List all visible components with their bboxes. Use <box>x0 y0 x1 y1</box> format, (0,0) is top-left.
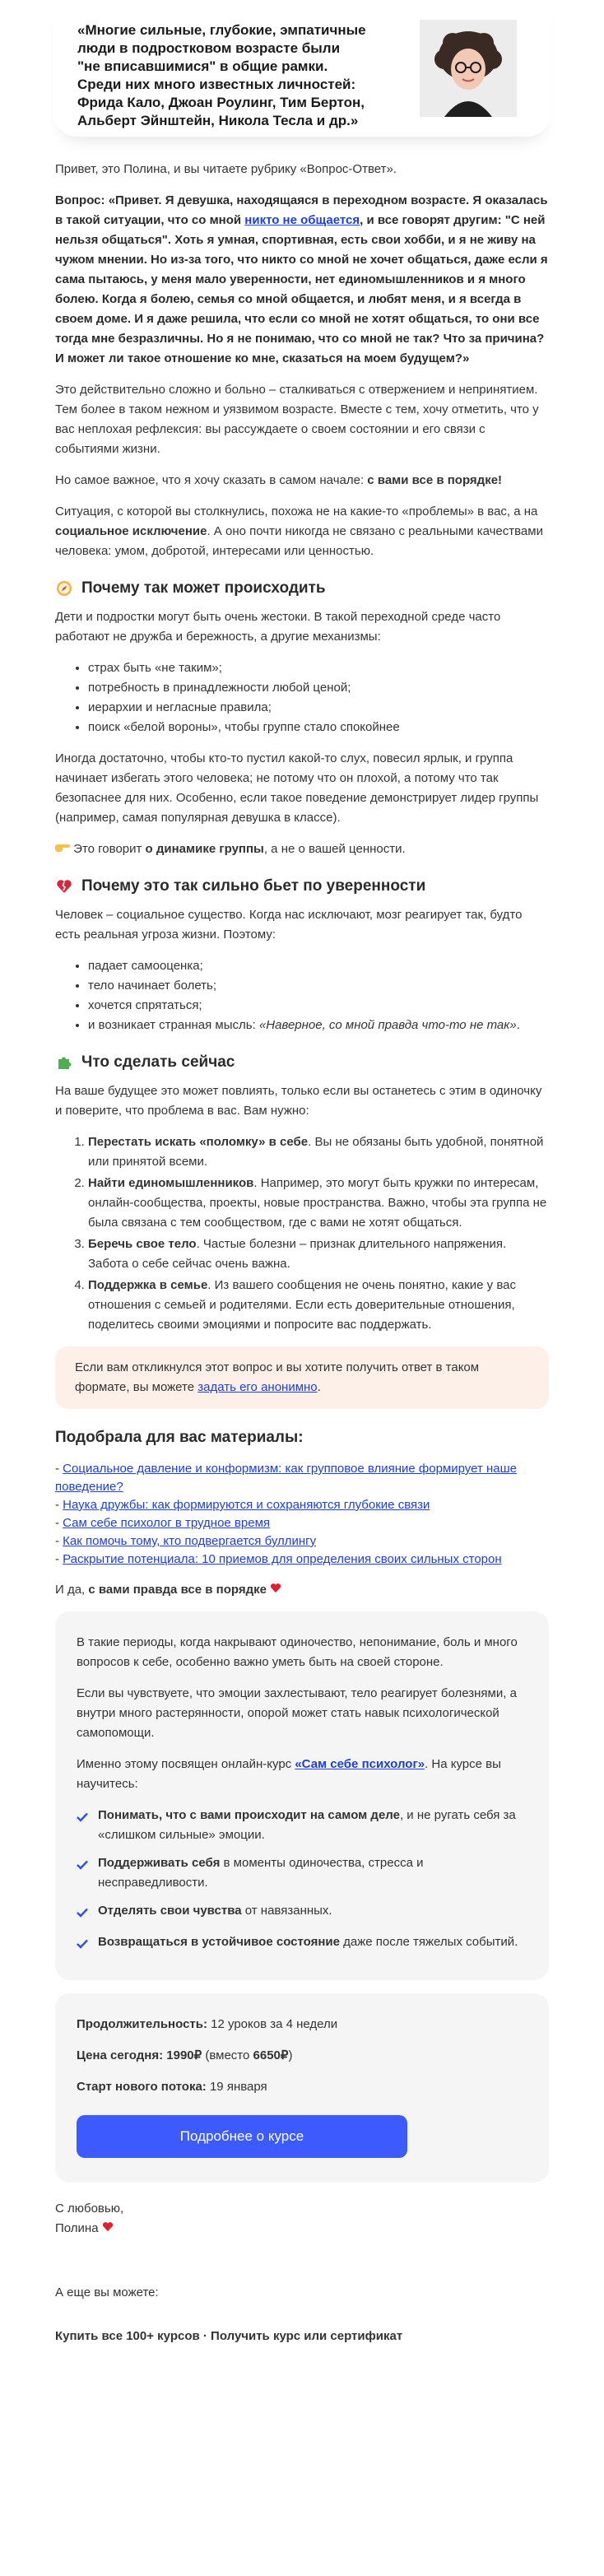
list-item <box>55 1551 549 1569</box>
list-item <box>88 1174 549 1233</box>
pointer-emphasis: о динамике группы <box>145 842 264 856</box>
start-value: 19 января <box>206 2080 267 2094</box>
material-link[interactable]: Сам себе психолог в трудное время <box>63 1516 271 1530</box>
note-text: Если вам откликнулся этот вопрос и вы хотите получить ответ в таком формате, вы можете <box>75 1360 480 1394</box>
list-item: • падает самооценка; <box>88 956 549 976</box>
step-text: . Из вашего сообщения не очень понятно, какие у вас отношения с семьей и родителями. Если есть доверительные отношения, поделитесь своими эмоциями и попросите вас поддержать. <box>88 1278 516 1332</box>
section-text: Иногда достаточно, чтобы кто-то пустил какой-то слух, повесил ярлык, и группа начинает избегать этого человека; не потому что он плохой, а потому что так безопаснее для них. Особенно, если такое поведение демонстрирует лидер группы (например, самая популярная девушка в классе). <box>55 751 539 825</box>
course-text-part: Именно этому посвящен онлайн-курс <box>77 1757 295 1771</box>
quote-line: Альберт Эйнштейн, Никола Тесла и др.» <box>77 113 359 128</box>
list-item: • тело начинает болеть; <box>88 976 549 996</box>
feature-desc: , и не ругать себя за «слишком сильные» эмоции. <box>98 1808 516 1842</box>
list-item <box>88 1235 549 1274</box>
ask-question-note <box>55 1346 549 1409</box>
old-price-suffix: ) <box>288 2048 293 2062</box>
intro-text: Привет, это Полина, и вы читаете рубрику «Вопрос-Ответ». <box>55 162 397 176</box>
answer-paragraph <box>55 471 549 491</box>
section-heading <box>55 876 549 897</box>
duration-value: 12 уроков за 4 недели <box>207 2017 338 2031</box>
section-heading <box>55 1052 549 1073</box>
feature-text <box>98 1853 527 1893</box>
answer-text-end: . А оно почти никогда не связано с реальными качествами человека: умом, добротой, интересами или ценностью. <box>55 524 543 558</box>
checkmark-icon <box>77 1809 90 1845</box>
list-item: • хочется спрятаться; <box>88 996 549 1016</box>
answer-text: Но самое важное, что я хочу сказать в самом начале: <box>55 473 368 487</box>
feature-desc: в моменты одиночества, стресса и несправедливости. <box>98 1856 424 1890</box>
list-item <box>55 1496 549 1514</box>
quote-line: люди в подростковом возрасте были <box>77 40 341 56</box>
reasons-list <box>55 658 549 737</box>
puzzle-icon <box>55 1053 73 1072</box>
quote-line: Среди них много известных личностей: <box>77 77 356 92</box>
course-feature <box>77 1853 527 1893</box>
effects-list <box>55 956 549 1035</box>
closing-emphasis: с вами правда все в порядке <box>88 1583 267 1597</box>
list-item <box>55 1460 549 1496</box>
dash: - <box>55 1516 63 1530</box>
quote-line: «Многие сильные, глубокие, эмпатичные <box>77 22 366 38</box>
checkmark-icon <box>77 1904 90 1924</box>
course-text-end: . На курсе вы научитесь: <box>77 1757 501 1791</box>
list-item <box>55 1532 549 1551</box>
feature-title: Отделять свои чувства <box>98 1904 242 1918</box>
step-text: . Вы не обязаны быть удобной, понятной или принятой всеми. <box>88 1135 544 1169</box>
material-link[interactable]: Раскрытие потенциала: 10 приемов для определения своих сильных сторон <box>63 1552 502 1566</box>
steps-list <box>55 1132 549 1335</box>
reader-question <box>55 191 549 369</box>
feature-title: Возвращаться в устойчивое состояние <box>98 1935 340 1949</box>
signoff <box>55 2199 549 2239</box>
duration-label: Продолжительность: <box>77 2017 207 2031</box>
list-item: • поиск «белой вороны», чтобы группе стало спокойнее <box>88 718 549 737</box>
list-item: • иерархии и негласные правила; <box>88 698 549 718</box>
step-title: Поддержка в семье <box>88 1278 208 1292</box>
list-item-text: и возникает странная мысль: <box>88 1018 259 1032</box>
dash: - <box>55 1462 63 1476</box>
list-item: • страх быть «не таким»; <box>88 658 549 678</box>
step-text: . Например, это могут быть кружки по интересам, онлайн-сообщества, проекты, новые пространства. Важно, чтобы эта группа не была связана с тем сообществом, где с вами не хотят общаться. <box>88 1176 547 1230</box>
author-name: Полина <box>55 2221 99 2235</box>
section-text: Человек – социальное существо. Когда нас исключают, мозг реагирует так, будто есть реальная угроза жизни. Поэтому: <box>55 908 523 942</box>
step-title: Беречь свое тело <box>88 1237 197 1251</box>
old-price: 6650₽ <box>253 2048 289 2062</box>
section-text: На ваше будущее это может повлиять, только если вы останетесь с этим в одиночку и поверите, что проблема в вас. Вам нужно: <box>55 1084 542 1118</box>
feature-desc: от навязанных. <box>241 1904 332 1918</box>
list-item <box>88 1276 549 1335</box>
pointer-line <box>55 839 549 859</box>
dash: - <box>55 1552 63 1566</box>
signoff-line: С любовью, <box>55 2202 124 2216</box>
list-item <box>55 1514 549 1532</box>
course-details-button[interactable]: Подробнее о курсе <box>77 2115 407 2158</box>
quote-line: Фрида Кало, Джоан Роулинг, Тим Бертон, <box>77 95 365 110</box>
red-heart-icon <box>102 2221 114 2235</box>
also-you-can: А еще вы можете: <box>55 2285 159 2299</box>
material-link[interactable]: Как помочь тому, кто подвергается буллингу <box>63 1534 317 1548</box>
answer-text: Ситуация, с которой вы столкнулись, похожа не на какие-то «проблемы» в вас, а на <box>55 505 538 518</box>
closing-line <box>55 1580 549 1600</box>
banner-quote <box>77 21 407 130</box>
price-row <box>77 2046 527 2066</box>
feature-title: Поддерживать себя <box>98 1856 221 1870</box>
price-label: Цена сегодня: <box>77 2048 164 2062</box>
checkmark-icon <box>77 1936 90 1955</box>
feature-title: Понимать, что с вами происходит на самом деле <box>98 1808 400 1822</box>
course-feature <box>77 1901 527 1924</box>
old-price-prefix: (вместо <box>202 2048 253 2062</box>
pointer-text: Это говорит <box>70 842 146 856</box>
checkmark-icon <box>77 1857 90 1893</box>
letter-body <box>55 160 549 2343</box>
dash: - <box>55 1534 63 1548</box>
author-avatar <box>420 20 517 117</box>
question-text: Вопрос: «Привет. Я девушка, находящаяся в переходном возрасте. Я оказалась в такой ситуации, что со мной <box>55 193 548 227</box>
question-link[interactable]: никто не общается <box>244 213 360 227</box>
quote-line: "не вписавшимися" в общие рамки. <box>77 58 328 74</box>
feature-text <box>98 1932 518 1955</box>
dash: - <box>55 1498 63 1512</box>
closing-text: И да, <box>55 1583 89 1597</box>
duration-row <box>77 2015 527 2034</box>
step-title: Перестать искать «поломку» в себе <box>88 1135 309 1149</box>
section-title: Почему так может происходить <box>81 579 326 597</box>
course-text: В такие периоды, когда накрывают одиночество, непонимание, боль и много вопросов к себе, особенно важно уметь быть на своей стороне. <box>77 1635 518 1669</box>
feature-text <box>98 1806 527 1845</box>
section-title: Что сделать сейчас <box>81 1053 235 1071</box>
material-link[interactable]: Социальное давление и конформизм: как групповое влияние формирует наше поведение? <box>55 1462 518 1494</box>
broken-heart-icon <box>55 877 73 895</box>
list-item-end: . <box>516 1018 520 1032</box>
list-item <box>88 1132 549 1172</box>
ask-anonymous-link[interactable]: задать его анонимно <box>197 1380 318 1394</box>
answer-paragraph <box>55 502 549 561</box>
question-text-end: , и все говорят другим: "С ней нельзя общаться". Хоть я умная, спортивная, есть свои хобби, и я не живу на чужом мнении. Но из-за того, что никто со мной не хочет общаться, даже если я сама пытаюсь, у меня мало уверенности, нет единомышленников и я много болею. Когда я болею, семья со мной общается, и любят меня, и я всегда в своем доме. И я даже решила, что если со мной не хотят общаться, то они все тогда мне безразличны. Но я не понимаю, что со мной не так? Что за причина? И может ли такое отношение ко мне, сказаться на моем будущем?» <box>55 213 548 365</box>
step-text: . Частые болезни – признак длительного напряжения. Забота о себе сейчас очень важна. <box>88 1237 507 1271</box>
answer-emphasis: с вами все в порядке! <box>367 473 503 487</box>
material-link[interactable]: Наука дружбы: как формируются и сохраняются глубокие связи <box>63 1498 430 1512</box>
list-item: • потребность в принадлежности любой ценой; <box>88 678 549 698</box>
section-title: Почему это так сильно бьет по уверенности <box>81 877 426 895</box>
pointing-hand-icon <box>55 842 70 856</box>
section-text: Дети и подростки могут быть очень жестоки. В такой переходной среде часто работают не дружба и бережность, а другие механизмы: <box>55 610 501 644</box>
pointer-text-end: , а не о вашей ценности. <box>263 842 406 856</box>
section-heading <box>55 578 549 599</box>
course-link[interactable]: «Сам себе психолог» <box>295 1757 425 1771</box>
feature-desc: даже после тяжелых событий. <box>340 1935 518 1949</box>
start-row <box>77 2077 527 2097</box>
list-item-quote: «Наверное, со мной правда что-то не так» <box>258 1018 517 1032</box>
course-text: Если вы чувствуете, что эмоции захлестывают, тело реагирует болезнями, а внутри много растерянности, опорой может стать навык психологической самопомощи. <box>77 1686 517 1740</box>
start-label: Старт нового потока: <box>77 2080 207 2094</box>
quote-banner <box>53 0 551 137</box>
cut-off-links: Купить все 100+ курсов · Получить курс или сертификат <box>55 2329 403 2343</box>
answer-paragraph: Это действительно сложно и больно – сталкиваться с отвержением и непринятием. Тем более в таком нежном и уязвимом возрасте. Вместе с тем, хочу отметить, что у вас неплохая рефлексия: вы рассуждаете о своем состоянии и его связи с событиями жизни. <box>55 383 539 456</box>
course-text <box>77 1755 527 1794</box>
pricing-card <box>55 1993 549 2183</box>
materials-title: Подобрала для вас материалы: <box>55 1429 304 1446</box>
materials-list <box>55 1460 549 1569</box>
answer-emphasis: социальное исключение <box>55 524 207 538</box>
course-feature <box>77 1806 527 1845</box>
step-title: Найти единомышленников <box>88 1176 254 1190</box>
price-value: 1990₽ <box>163 2048 202 2062</box>
compass-icon <box>55 579 73 598</box>
list-item <box>88 1016 549 1035</box>
note-end: . <box>317 1380 321 1394</box>
course-promo-card <box>55 1611 549 1980</box>
red-heart-icon <box>270 1583 281 1597</box>
feature-text <box>98 1901 332 1924</box>
signoff-name-line <box>55 2219 549 2239</box>
course-feature <box>77 1932 527 1955</box>
